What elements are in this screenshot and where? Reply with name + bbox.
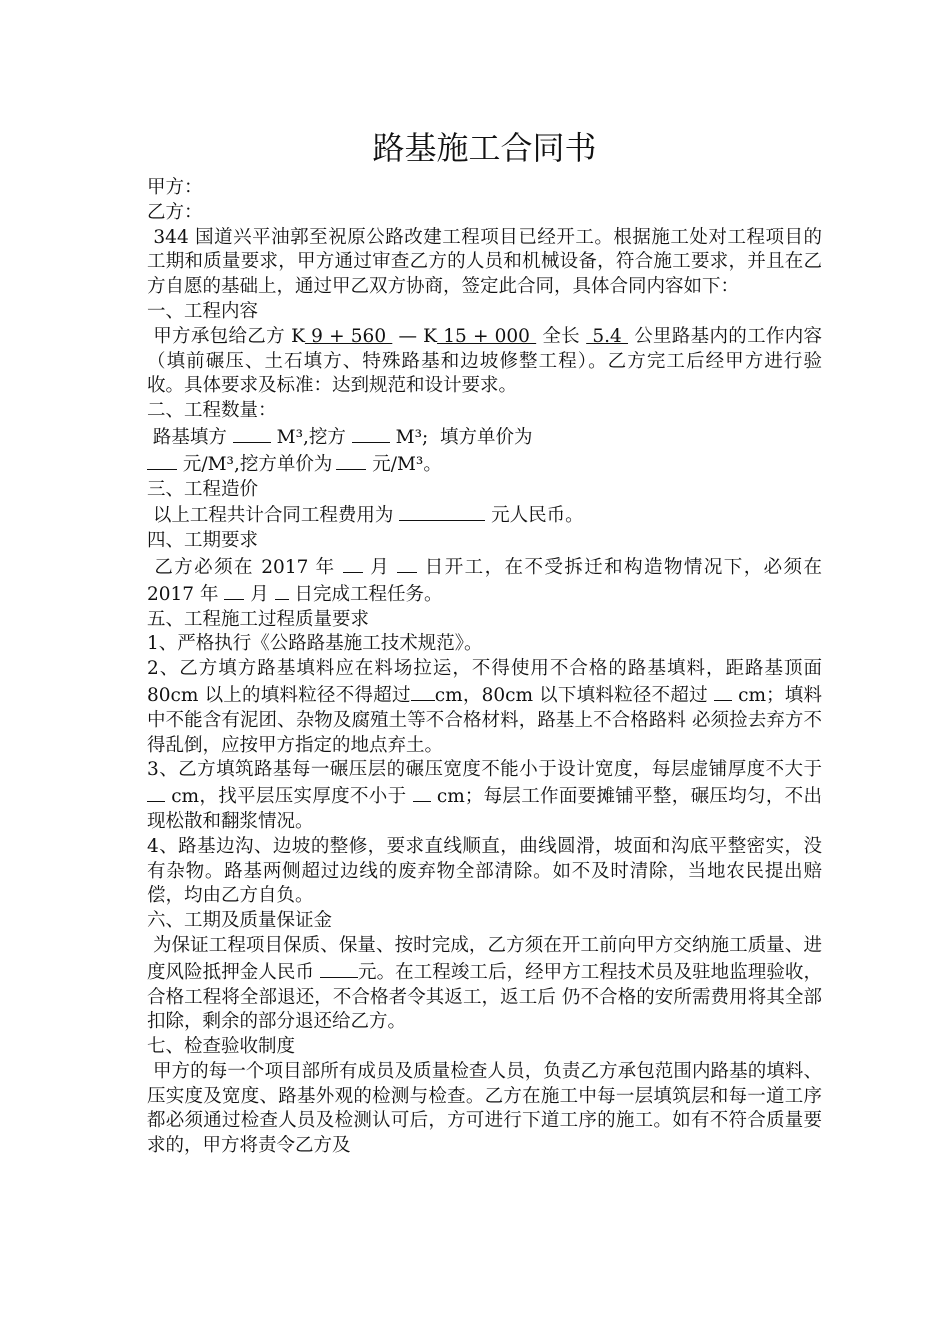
text: 日开工，在不受拆迁和构造物情况下，必须在 2017 年	[147, 556, 828, 605]
length-value: 5.4	[586, 325, 628, 347]
document-title: 路基施工合同书	[372, 129, 597, 167]
section-7-paragraph: 甲方的每一个项目部所有成员及质量检查人员，负责乙方承包范围内路基的填料、压实度及宽度、路基外观的检测与检查。乙方在施工中每一层填筑层和每一道工序都必须通过检查人员及检测认可后，方可进行下道工序的施工。如有不符合质量要求的，甲方将责令乙方及	[147, 1060, 822, 1157]
end-month-blank	[224, 581, 244, 600]
section-5-heading: 五、工程施工过程质量要求	[147, 608, 370, 630]
max-size-lower-blank	[714, 682, 732, 701]
text: 3、乙方填筑路基每一碾压层的碾压宽度不能小于设计宽度，每层虚铺厚度不大于	[147, 759, 828, 781]
text: M³,挖方	[270, 426, 352, 448]
intro-paragraph: 344 国道兴平油郭至祝原公路改建工程项目已经开工。根据施工处对工程项目的工期和质量要求，甲方通过审查乙方的人员和机械设备，符合施工要求，并且在乙方自愿的基础上，通过甲乙双方协商，签定此合同，具体合同内容如下：	[147, 226, 822, 298]
loose-thickness-blank	[147, 783, 165, 802]
text: cm，80cm 以下填料粒径不超过	[434, 684, 714, 706]
text: 路基填方	[147, 426, 233, 448]
text: 月	[362, 556, 398, 578]
section-5-item-2	[147, 657, 828, 758]
end-day-blank	[275, 581, 289, 600]
party-b-label: 乙方：	[147, 201, 203, 223]
section-3-heading: 三、工程造价	[147, 478, 259, 500]
text: cm；填料中不能含有泥团、杂物及腐殖土等不合格材料，路基上不合格路料 必须捡去弃方不得乱倒，应按甲方指定的地点弃土。	[147, 684, 822, 756]
text: 元。在工程竣工后，经甲方工程技术员及驻地监理验收，合格工程将全部退还，不合格者令其返工，返工后 仍不合格的安所需费用将其全部扣除，剩余的部分退还给乙方。	[147, 961, 822, 1033]
section-2-line-2	[147, 451, 822, 478]
compacted-thickness-blank	[413, 783, 431, 802]
text: M³; 填方单价为	[389, 426, 533, 448]
max-size-upper-blank	[411, 682, 435, 701]
text: 乙方必须在 2017 年	[147, 556, 343, 578]
cut-price-blank	[336, 451, 366, 470]
fill-volume-blank	[233, 424, 271, 443]
text: 元/M³。	[366, 453, 442, 475]
text: cm，找平层压实厚度不小于	[165, 786, 413, 808]
section-3-paragraph	[147, 502, 822, 529]
text: 日完成工程任务。	[288, 583, 443, 605]
total-cost-blank	[399, 502, 485, 521]
section-4-paragraph	[147, 554, 828, 608]
section-6-paragraph	[147, 934, 822, 1035]
text: 元人民币。	[485, 505, 584, 527]
section-5-item-4: 4、路基边沟、边坡的整修，要求直线顺直，曲线圆滑，坡面和沟底平整密实，没有杂物。路基两侧超过边线的废弃物全部清除。如不及时清除，当地农民提出赔偿，均由乙方自负。	[147, 835, 822, 907]
section-1-paragraph	[147, 325, 822, 399]
text: 为保证工程项目保质、保量、按时完成，乙方须在开工前向甲方交纳施工质量、进度风险抵押金人民币	[147, 934, 822, 983]
start-day-blank	[397, 554, 417, 573]
text: — K	[392, 325, 438, 347]
section-6-heading: 六、工期及质量保证金	[147, 910, 333, 932]
text: 全长	[536, 325, 587, 347]
contract-page	[147, 128, 828, 1159]
text: cm；每层工作面要摊铺平整，碾压均匀，不出现松散和翻浆情况。	[147, 786, 822, 832]
text: 月	[244, 583, 275, 605]
section-1-heading: 一、工程内容	[147, 300, 259, 322]
section-7-heading: 七、检查验收制度	[147, 1036, 296, 1058]
k-start-value: 9 + 560	[304, 325, 393, 347]
text: 以上工程共计合同工程费用为	[147, 505, 400, 527]
k-end-value: 15 + 000	[437, 325, 537, 347]
text: 2、乙方填方路基填料应在料场拉运，不得使用不合格的路基填料，距路基顶面 80cm 以上的填料粒径不得超过	[147, 658, 828, 706]
start-month-blank	[343, 554, 363, 573]
text: 元/M³,挖方单价为	[177, 453, 333, 475]
section-4-heading: 四、工期要求	[147, 530, 259, 552]
section-5-item-1: 1、严格执行《公路路基施工技术规范》。	[147, 633, 483, 655]
text: 甲方承包给乙方 K	[147, 325, 305, 347]
cut-volume-blank	[352, 424, 390, 443]
section-5-item-3	[147, 758, 828, 834]
section-2-line-1	[147, 424, 822, 451]
text: 公里路基内的工作内容（填前碾压、土石填方、特殊路基和边坡修整工程）。乙方完工后经甲方进行验收。具体要求及标准：达到规范和设计要求。	[147, 325, 823, 397]
deposit-blank	[320, 959, 358, 978]
section-2-heading: 二、工程数量：	[147, 400, 277, 422]
party-a-label: 甲方：	[147, 177, 203, 198]
fill-price-blank	[147, 451, 177, 470]
